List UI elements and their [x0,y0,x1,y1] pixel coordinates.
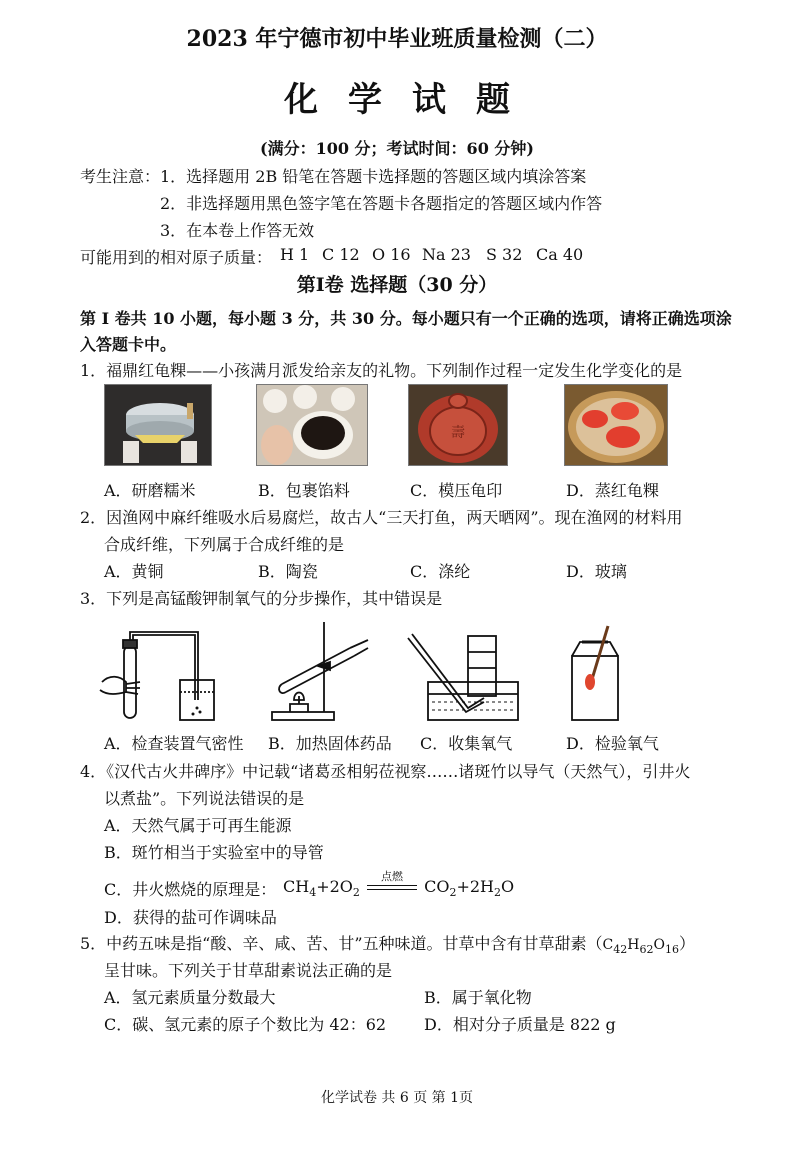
section-title: 第I卷 选择题（30 分） [296,274,498,296]
q4-stem-2: 以煮盐”。下列说法错误的是 [104,789,305,808]
q2-stem-2: 合成纤维，下列属于合成纤维的是 [104,535,345,554]
q2-option-d: D．玻璃 [566,562,627,581]
notice-label: 考生注意： [80,167,161,186]
q5-option-a: A．氢元素质量分数最大 [104,988,276,1007]
q1-option-d: D．蒸红龟粿 [566,481,659,500]
q5-option-d: D．相对分子质量是 822 g [424,1015,616,1034]
svg-text:壽: 壽 [451,425,465,441]
q3-option-d: D．检验氧气 [566,734,659,753]
q3-option-c: C．收集氧气 [420,734,513,753]
atomic-mass-label: 可能用到的相对原子质量： [80,248,273,267]
q3-diagram-d-testing [566,620,626,724]
q4-condition: 点燃 [381,869,403,883]
q3-diagram-a-airtightness [96,626,226,724]
q1-stem: 1．福鼎红龟粿——小孩满月派发给亲友的礼物。下列制作过程一定发生化学变化的是 [80,361,683,380]
atomic-mass-ca: Ca 40 [536,245,584,264]
notice-item-3: 3．在本卷上作答无效 [160,221,315,240]
q4-option-a: A．天然气属于可再生能源 [104,816,292,835]
section-instructions-2: 入答题卡中。 [80,335,177,354]
q5-stem-1 [80,931,695,956]
q5-formula: $C_{42}H_{62}O_{16}$ [602,937,679,956]
q5-option-b: B．属于氧化物 [424,988,532,1007]
q1-image-d-steaming [564,384,668,466]
q2-option-c: C．涤纶 [410,562,471,581]
exam-title: 2023 年宁德市初中毕业班质量检测（二） [186,26,608,52]
q4-stem-1: 4．《汉代古火井碑序》中记载“诸葛丞相躬莅视察……诸斑竹以导气（天然气），引井火 [80,762,691,781]
q2-stem-1: 2．因渔网中麻纤维吸水后易腐烂，故古人“三天打鱼，两天晒网”。现在渔网的材料用 [80,508,683,527]
q5-stem-2: 呈甘味。下列关于甘草甜素说法正确的是 [104,961,393,980]
atomic-mass-h: H 1 [280,245,310,264]
q1-image-c-mold [408,384,508,466]
notice-item-1: 1．选择题用 2B 铅笔在答题卡选择题的答题区域内填涂答案 [160,167,587,186]
q4-option-d: D．获得的盐可作调味品 [104,908,277,927]
q4-option-c-prefix: C．井火燃烧的原理是： [104,880,277,899]
q5-stem-1-post: ） [678,934,695,953]
q3-stem: 3．下列是高锰酸钾制氧气的分步操作，其中错误是 [80,589,443,608]
q1-image-b-wrapping [256,384,368,466]
q5-option-c: C．碳、氢元素的原子个数比为 42：62 [104,1015,387,1034]
q4-equation: $CH_4+2O_2$ 点燃 $CO_2+2H_2O$ [283,869,515,900]
atomic-mass-s: S 32 [486,245,523,264]
q3-diagram-c-collecting [404,630,522,724]
q2-option-b: B．陶瓷 [258,562,318,581]
atomic-mass-c: C 12 [322,245,360,264]
atomic-mass-o: O 16 [372,245,411,264]
q1-image-a-grinding [104,384,212,466]
atomic-mass-na: Na 23 [422,245,471,264]
q5-stem-1-pre: 5．中药五味是指“酸、辛、咸、苦、甘”五种味道。甘草中含有甘草甜素（ [80,934,603,953]
section-instructions-1: 第 I 卷共 10 小题，每小题 3 分，共 30 分。每小题只有一个正确的选项，请将正确选项涂 [80,309,732,328]
subject-title: 化学试题 [284,80,540,120]
notice-item-2: 2．非选择题用黑色签字笔在答题卡各题指定的答题区域内作答 [160,194,603,213]
q2-option-a: A．黄铜 [104,562,164,581]
q3-option-a: A．检查装置气密性 [104,734,244,753]
q1-option-a: A．研磨糯米 [104,481,196,500]
q3-option-b: B．加热固体药品 [268,734,392,753]
page-footer: 化学试卷 共 6 页 第 1页 [320,1090,474,1106]
q3-diagram-b-heating [268,618,378,724]
score-info: (满分：100 分；考试时间：60 分钟) [260,139,534,158]
q1-option-c: C．模压龟印 [410,481,503,500]
q1-option-b: B．包裹馅料 [258,481,350,500]
q4-option-b: B．斑竹相当于实验室中的导管 [104,843,324,862]
